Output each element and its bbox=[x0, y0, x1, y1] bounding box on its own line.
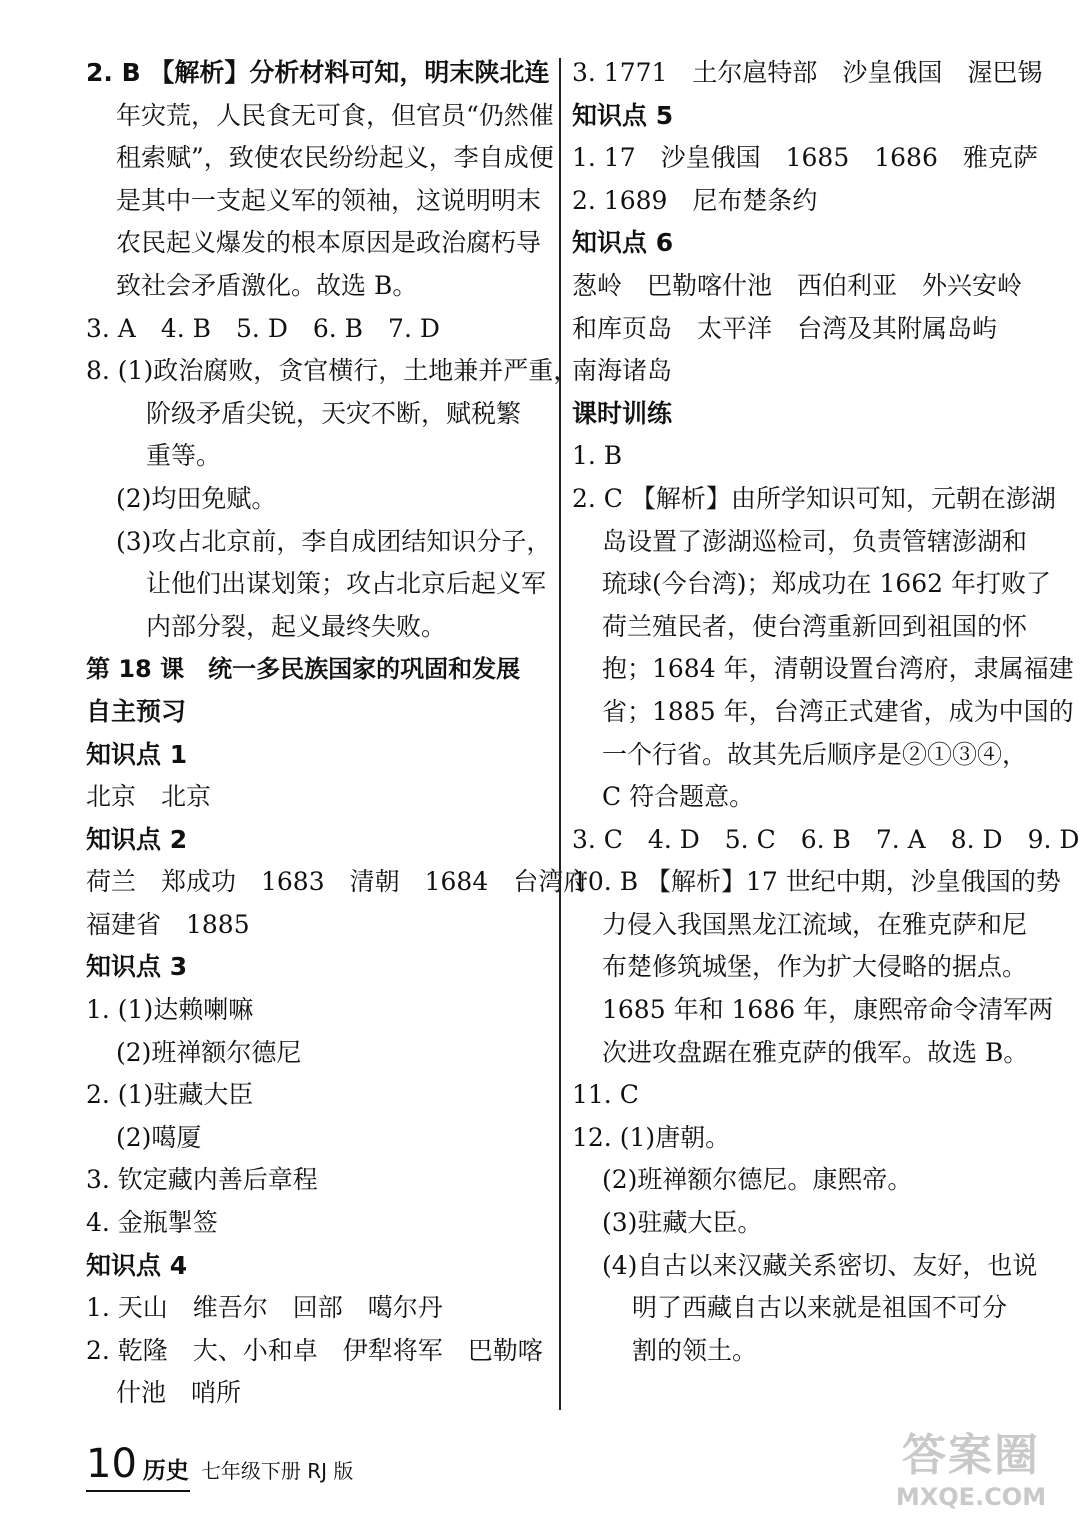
watermark-cn: 答案圈 bbox=[902, 1430, 1040, 1481]
right-text-line: (3)驻藏大臣。 bbox=[602, 1208, 763, 1238]
right-text-line: 荷兰殖民者，使台湾重新回到祖国的怀 bbox=[602, 611, 1028, 641]
left-text-line: 北京 北京 bbox=[86, 782, 212, 812]
right-text-line: 1685 年和 1686 年，康熙帝命令清军两 bbox=[602, 995, 1054, 1025]
right-text-line: 次进攻盘踞在雅克萨的俄军。故选 B。 bbox=[602, 1037, 1029, 1067]
right-text-line: 2. C 【解析】由所学知识可知，元朝在澎湖 bbox=[572, 483, 1056, 513]
right-text-line: 明了西藏自古以来就是祖国不可分 bbox=[632, 1293, 1008, 1323]
right-text-line: 抱；1684 年，清朝设置台湾府，隶属福建 bbox=[602, 654, 1074, 684]
left-text-line: 知识点 3 bbox=[86, 952, 188, 982]
left-text-line: 荷兰 郑成功 1683 清朝 1684 台湾府 bbox=[86, 867, 589, 897]
left-text-line: 年灾荒，人民食无可食，但官员“仍然催 bbox=[116, 100, 554, 130]
left-text-line: 自主预习 bbox=[86, 696, 187, 726]
right-text-line: 岛设置了澎湖巡检司，负责管辖澎湖和 bbox=[602, 526, 1028, 556]
left-text-line: 2. 乾隆 大、小和卓 伊犁将军 巴勒喀 bbox=[86, 1335, 543, 1365]
page-number: 10 bbox=[86, 1441, 137, 1487]
left-text-line: 1. (1)达赖喇嘛 bbox=[86, 995, 254, 1025]
right-text-line: 割的领土。 bbox=[632, 1335, 758, 1365]
left-text-line: 租索赋”，致使农民纷纷起义，李自成便 bbox=[116, 143, 554, 173]
left-text-line: 1. 天山 维吾尔 回部 噶尔丹 bbox=[86, 1293, 443, 1323]
right-text-line: 葱岭 巴勒喀什池 西伯利亚 外兴安岭 bbox=[572, 270, 1023, 300]
column-divider bbox=[559, 58, 561, 1410]
right-text-line: 和库页岛 太平洋 台湾及其附属岛屿 bbox=[572, 313, 998, 343]
right-text-line: 1. 17 沙皇俄国 1685 1686 雅克萨 bbox=[572, 143, 1038, 173]
footer-underline bbox=[86, 1490, 190, 1492]
left-text-line: 致社会矛盾激化。故选 B。 bbox=[116, 270, 418, 300]
left-text-line: (2)班禅额尔德尼 bbox=[116, 1037, 302, 1067]
left-text-line: (2)噶厦 bbox=[116, 1122, 202, 1152]
right-text-line: 11. C bbox=[572, 1080, 639, 1110]
left-column bbox=[86, 52, 589, 1415]
right-text-line: 知识点 6 bbox=[572, 228, 674, 258]
left-text-line: 8. (1)政治腐败，贪官横行，土地兼并严重， bbox=[86, 356, 579, 386]
left-text-line: 2. (1)驻藏大臣 bbox=[86, 1080, 254, 1110]
left-text-line: 3. 钦定藏内善后章程 bbox=[86, 1165, 318, 1195]
page-footer bbox=[86, 1436, 353, 1486]
right-text-line: 省；1885 年，台湾正式建省，成为中国的 bbox=[602, 696, 1074, 726]
watermark bbox=[871, 1430, 1071, 1530]
left-text-line: 什池 哨所 bbox=[116, 1378, 242, 1408]
right-text-line: C 符合题意。 bbox=[602, 782, 755, 812]
left-text-line: 是其中一支起义军的领袖，这说明明末 bbox=[116, 185, 542, 215]
right-text-line: 2. 1689 尼布楚条约 bbox=[572, 185, 818, 215]
left-text-line: 内部分裂，起义最终失败。 bbox=[146, 611, 447, 641]
grade-label: 七年级下册 RJ 版 bbox=[200, 1459, 354, 1483]
right-text-line: (2)班禅额尔德尼。康熙帝。 bbox=[602, 1165, 913, 1195]
right-text-line: 知识点 5 bbox=[572, 100, 674, 130]
right-column bbox=[572, 52, 1080, 1372]
left-text-line: 第 18 课 统一多民族国家的巩固和发展 bbox=[86, 655, 521, 684]
left-text-line: 阶级矛盾尖锐，天灾不断，赋税繁 bbox=[146, 398, 522, 428]
left-text-line: (3)攻占北京前，李自成团结知识分子， bbox=[116, 526, 552, 556]
right-text-line: 课时训练 bbox=[572, 398, 673, 428]
right-text-line: 南海诸岛 bbox=[572, 356, 673, 386]
right-text-line: 力侵入我国黑龙江流域，在雅克萨和尼 bbox=[602, 909, 1028, 939]
right-text-line: 10. B 【解析】17 世纪中期，沙皇俄国的势 bbox=[572, 867, 1061, 897]
left-text-line: (2)均田免赋。 bbox=[116, 483, 277, 513]
left-text-line: 2. B 【解析】分析材料可知，明末陕北连 bbox=[86, 58, 550, 87]
left-text-line: 让他们出谋划策；攻占北京后起义军 bbox=[146, 569, 547, 599]
left-text-line: 知识点 4 bbox=[86, 1250, 188, 1280]
subject-label: 历史 bbox=[142, 1458, 189, 1484]
left-text-line: 福建省 1885 bbox=[86, 909, 250, 939]
right-text-line: 3. 1771 土尔扈特部 沙皇俄国 渥巴锡 bbox=[572, 58, 1043, 87]
left-text-line: 知识点 2 bbox=[86, 824, 188, 854]
right-text-line: 3. C 4. D 5. C 6. B 7. A 8. D 9. D bbox=[572, 824, 1080, 854]
right-text-line: 琉球(今台湾)；郑成功在 1662 年打败了 bbox=[602, 569, 1052, 599]
right-text-line: (4)自古以来汉藏关系密切、友好，也说 bbox=[602, 1250, 1038, 1280]
left-text-line: 3. A 4. B 5. D 6. B 7. D bbox=[86, 313, 440, 343]
right-text-line: 布楚修筑城堡，作为扩大侵略的据点。 bbox=[602, 952, 1028, 982]
watermark-url: MXQE.COM bbox=[895, 1483, 1047, 1511]
left-text-line: 农民起义爆发的根本原因是政治腐朽导 bbox=[116, 228, 542, 258]
right-text-line: 一个行省。故其先后顺序是②①③④， bbox=[602, 739, 1028, 769]
left-text-line: 知识点 1 bbox=[86, 739, 188, 769]
left-text-line: 4. 金瓶掣签 bbox=[86, 1208, 218, 1238]
left-text-line: 重等。 bbox=[146, 441, 222, 471]
right-text-line: 1. B bbox=[572, 441, 623, 471]
right-text-line: 12. (1)唐朝。 bbox=[572, 1122, 731, 1152]
